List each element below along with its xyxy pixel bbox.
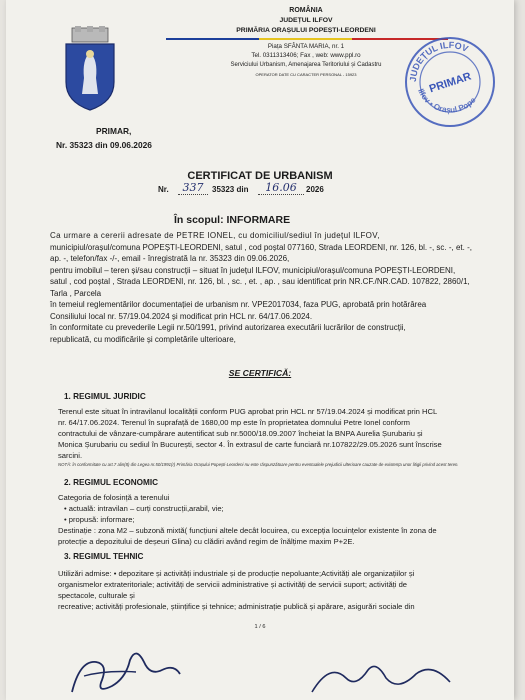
cert-year: 2026 — [306, 185, 324, 194]
juridic-line: Monica Șurubariu cu sediul în București, sector 4. În extrasul de carte funciară nr.107822/29.05.2026 sunt înscrise — [58, 440, 442, 449]
section-juridic-body — [58, 406, 508, 461]
header-county: JUDEȚUL ILFOV — [279, 17, 333, 24]
intro-line: în conformitate cu prevederile Legii nr.50/1991, privind autorizarea executării lucrărilor de construcții, — [50, 323, 406, 332]
stamp-center-text: PRIMAR — [427, 70, 473, 96]
purpose: În scopul: INFORMARE — [174, 214, 291, 226]
document-title: CERTIFICAT DE URBANISM — [187, 170, 333, 182]
cert-number-handwritten: 337 — [178, 181, 208, 195]
stamp-top-text: JUDEȚUL ILFOV — [407, 39, 470, 83]
cert-number-label: Nr. — [158, 185, 169, 194]
header-operator: OPERATOR DATE CU CARACTER PERSONAL - 15923 — [255, 72, 357, 77]
tehnic-line: recreative; activități profesionale, științifice și tehnice; administrație publică și apărare, asigurări sociale din — [58, 602, 415, 611]
header-address: Piața SFÂNTA MARIA, nr. 1 — [267, 43, 345, 50]
juridic-line: contractului de vânzare-cumpărare autentificat sub nr.5000/18.09.2007 încheiat la BNPA Aurelia Șurubariu și — [58, 429, 423, 438]
header-authority: PRIMĂRIA ORAȘULUI POPEȘTI-LEORDENI — [236, 27, 376, 34]
header-contact: Tel. 0311313406; Fax , web: www.ppl.ro — [251, 52, 361, 59]
intro-line: municipiul/orașul/comuna POPEȘTI-LEORDENI, satul , cod poștal 077160, Strada LEORDENI, nr. 126, bl. -, sc. -, et. -, — [50, 242, 472, 252]
section-tehnic-body — [58, 568, 510, 612]
cert-ref: 35323 din — [212, 185, 249, 194]
svg-text:Ilfov • Orașul Pope — [416, 87, 478, 114]
economic-line: Categoria de folosință a terenului — [58, 493, 170, 502]
page-number: 1 / 6 — [254, 624, 266, 630]
section-economic-title: 2. REGIMUL ECONOMIC — [64, 478, 159, 487]
tehnic-line: organismelor extrateritoriale; activități de servicii administrative și activități de servicii suport; activități de — [58, 580, 408, 589]
intro-line: pentru imobilul – teren și/sau construcții – situat în județul ILFOV, municipiul/orașul/comuna POPEȘTI-LEORDENI, — [50, 265, 456, 275]
issuer-title: PRIMAR, — [96, 126, 132, 136]
official-stamp-icon — [402, 34, 498, 130]
juridic-line: sarcini. — [58, 451, 83, 460]
tehnic-line: spectacole, culturale și — [58, 591, 135, 600]
intro-line: Tarla , Parcela — [50, 288, 102, 298]
economic-line: • actuală: intravilan – curți construcții,arabil, vie; — [64, 504, 224, 513]
document-page — [6, 0, 514, 700]
header-department: Serviciului Urbanism, Amenajarea Teritoriului și Cadastru — [230, 62, 382, 68]
section-tehnic-title: 3. REGIMUL TEHNIC — [64, 552, 144, 561]
economic-line: protecție a depozitului de deșeuri Glina) cu clădiri având regim de înălțime maxim P+2E. — [58, 537, 355, 546]
juridic-line: nr. 64/17.06.2024. Terenul în suprafață de 1680,00 mp este în proprietatea domnului Petre Ionel conform — [58, 418, 410, 427]
intro-line: Ca urmare a cererii adresate de PETRE IONEL, cu domiciliul/sediul în județul ILFOV, — [50, 231, 380, 240]
handwritten-signature-icon — [66, 640, 186, 700]
handwritten-signature-icon — [306, 652, 456, 700]
juridic-line: Terenul este situat în intravilanul localității conform PUG aprobat prin HCL nr 57/19.04.2024 și modificat prin HCL — [58, 407, 438, 416]
certifies-heading: SE CERTIFICĂ: — [228, 368, 292, 378]
juridic-note: NOTĂ: în conformitate cu art.7 alin(8) din Legea nr.50/1991(r) Primăria Orașului Popești-Leordeni nu este răspunzătoare pentru eventualele prejudicii ulterioare cauzate de existența unor litigii privind acest teren. — [58, 462, 459, 467]
issuer-ref: Nr. 35323 din 09.06.2026 — [56, 140, 152, 150]
tehnic-line: Utilizări admise: • depozitare și activități industriale și de producție nepoluante;Activități ale organizațiilor și — [58, 569, 415, 578]
intro-line: în temeiul reglementărilor documentației de urbanism nr. VPE2017034, faza PUG, aprobată prin hotărârea — [50, 300, 427, 309]
economic-line: Destinație : zona M2 – subzonă mixtă( funcțiuni altele decât locuirea, cu excepția locuințelor existente în zona de — [58, 526, 437, 535]
header-country: ROMÂNIA — [289, 7, 323, 14]
intro-line: republicată, cu modificările și completările ulterioare, — [50, 334, 236, 344]
intro-paragraph — [50, 230, 506, 345]
economic-line: • propusă: informare; — [64, 515, 135, 524]
cert-date-handwritten: 16.06 — [258, 181, 304, 195]
intro-line: ap. -, telefon/fax -/-, email - înregistrată la nr. 35323 din 09.06.2026, — [50, 254, 290, 263]
section-economic-body — [58, 492, 508, 547]
stamp-bottom-text: Ilfov • Orașul Pope — [416, 87, 478, 115]
city-coat-of-arms-icon — [62, 26, 118, 112]
intro-line: Consiliului local nr. 57/19.04.2024 și modificat prin HCL nr. 64/17.06.2024. — [50, 311, 313, 321]
intro-line: satul , cod poștal , Strada LEORDENI, nr. 126, bl. , sc. , et. , ap. , sau identificat prin NR.CF./NR.CAD. 107822, 2860/1, — [50, 277, 470, 286]
section-juridic-title: 1. REGIMUL JURIDIC — [64, 392, 146, 401]
